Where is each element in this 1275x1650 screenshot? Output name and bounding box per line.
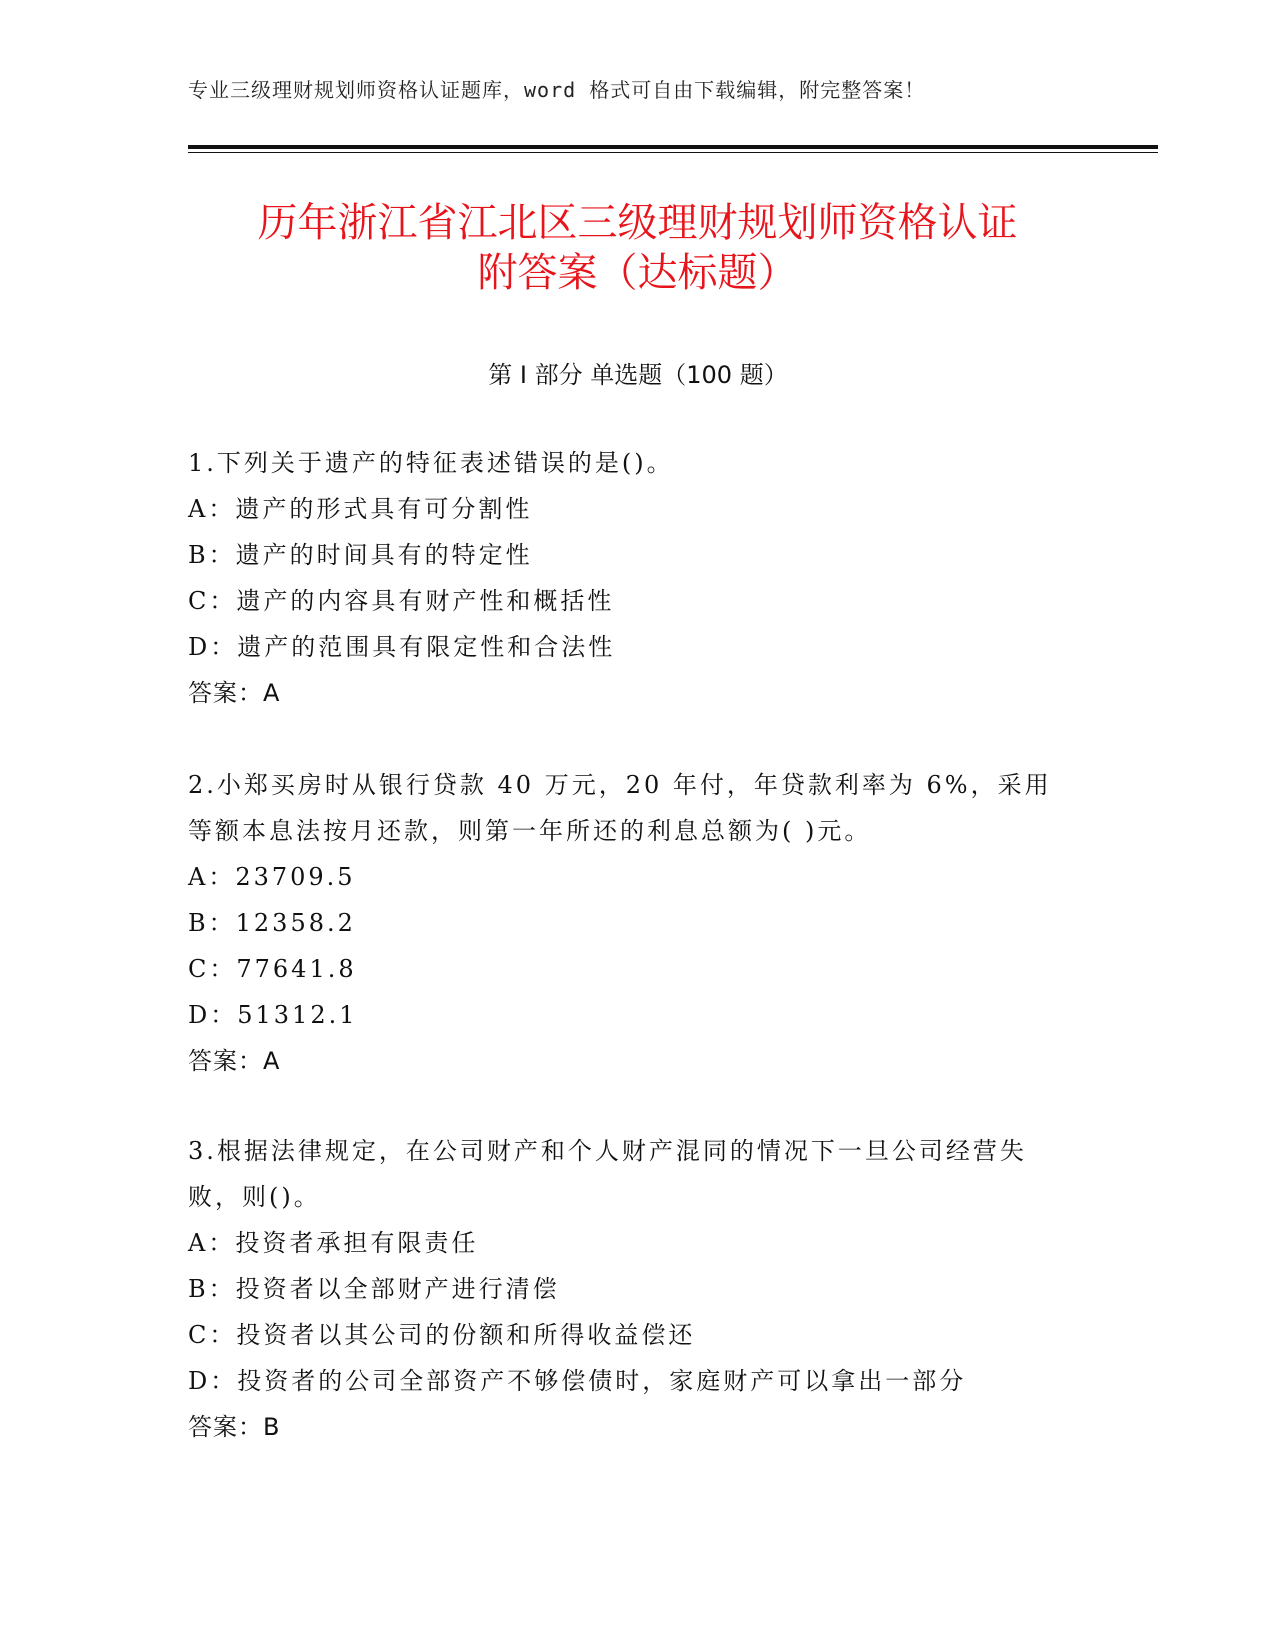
question-option-b: B：投资者以全部财产进行清偿: [188, 1275, 560, 1303]
question-answer: 答案：A: [188, 1047, 281, 1075]
document-title-line-1: 历年浙江省江北区三级理财规划师资格认证: [257, 200, 1018, 246]
question-answer: 答案：B: [188, 1413, 281, 1441]
question-stem: 1.下列关于遗产的特征表述错误的是()。: [188, 449, 674, 477]
question-option-a: A：投资者承担有限责任: [188, 1229, 479, 1257]
section-title: 第 I 部分 单选题（100 题）: [488, 361, 788, 389]
document-title-line-2: 附答案（达标题）: [477, 250, 798, 296]
question-option-d: D：投资者的公司全部资产不够偿债时，家庭财产可以拿出一部分: [188, 1367, 967, 1395]
question-option-c: C：77641.8: [188, 955, 357, 983]
question-answer: 答案：A: [188, 679, 281, 707]
question-item: [188, 440, 1068, 716]
question-option-a: A：23709.5: [188, 863, 356, 891]
document-title: [130, 198, 1145, 298]
question-option-c: C：遗产的内容具有财产性和概括性: [188, 587, 615, 615]
question-stem: 3.根据法律规定，在公司财产和个人财产混同的情况下一旦公司经营失败，则()。: [188, 1137, 1027, 1211]
question-item: [188, 762, 1068, 1084]
question-item: [188, 1128, 1068, 1450]
question-option-d: D：51312.1: [188, 1001, 358, 1029]
question-option-b: B：遗产的时间具有的特定性: [188, 541, 533, 569]
question-option-b: B：12358.2: [188, 909, 356, 937]
question-option-a: A：遗产的形式具有可分割性: [188, 495, 533, 523]
header-divider-thin: [188, 152, 1158, 153]
question-stem: 2.小郑买房时从银行贷款 40 万元，20 年付，年贷款利率为 6%，采用等额本息法按月还款，则第一年所还的利息总额为( )元。: [188, 771, 1052, 845]
header-note: 专业三级理财规划师资格认证题库，word 格式可自由下载编辑，附完整答案！: [188, 78, 926, 102]
question-option-d: D：遗产的范围具有限定性和合法性: [188, 633, 616, 661]
question-option-c: C：投资者以其公司的份额和所得收益偿还: [188, 1321, 696, 1349]
header-divider-thick: [188, 145, 1158, 149]
